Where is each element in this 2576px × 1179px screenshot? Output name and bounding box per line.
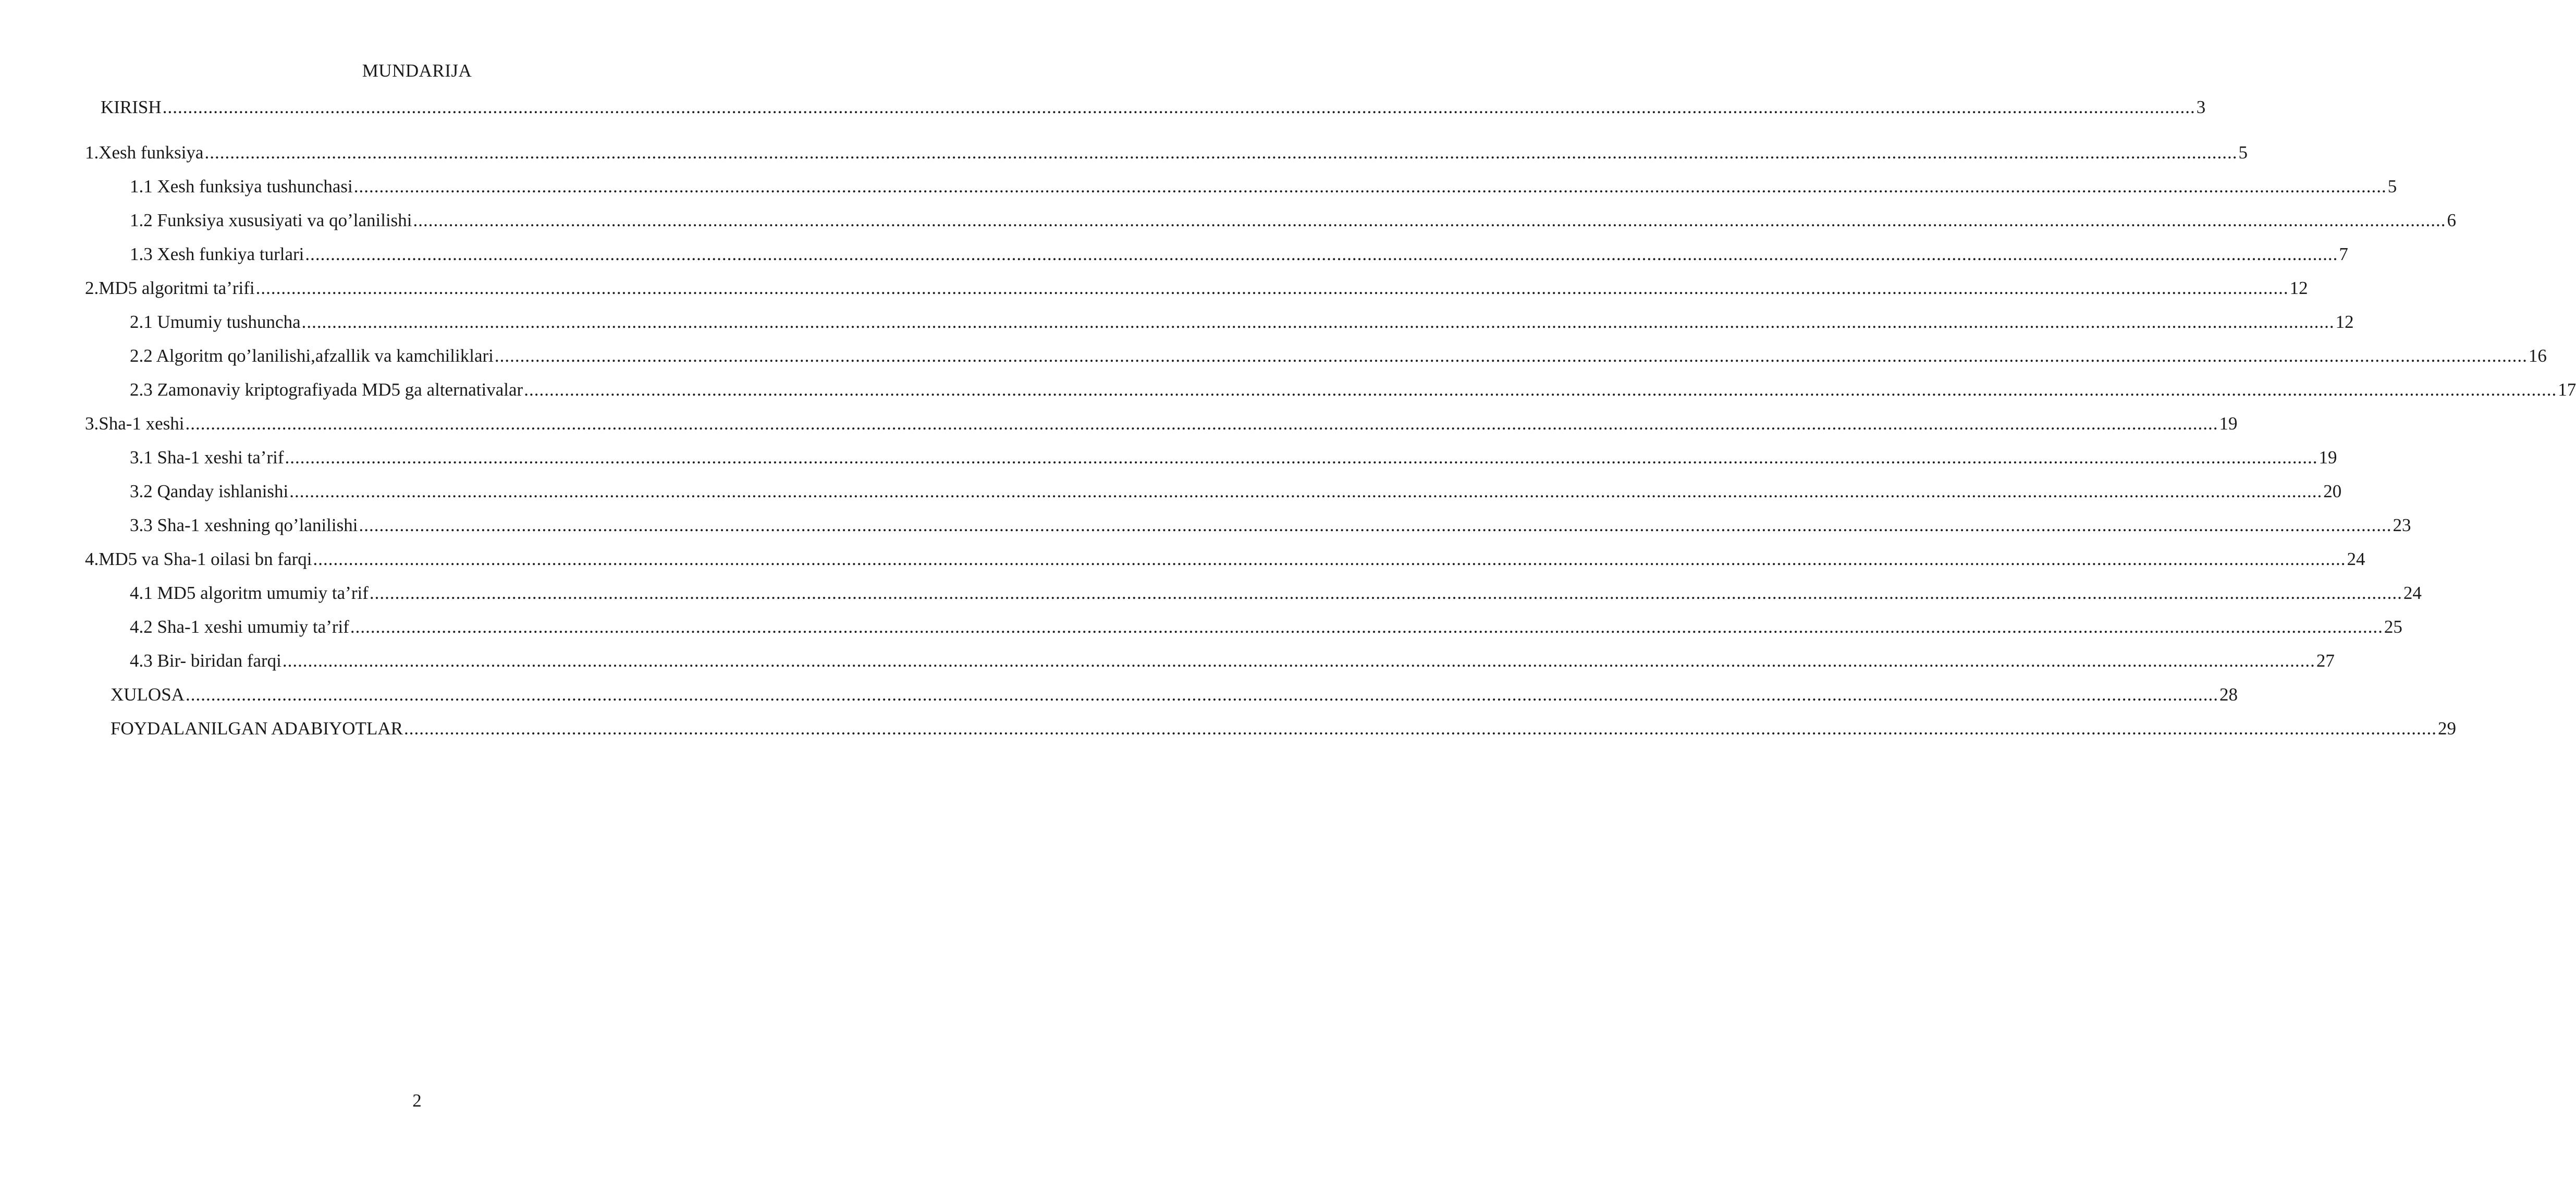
toc-leader-dots: ................................................................................................................................................................................................................................................................................................................................................................................................................	[282, 650, 2315, 671]
toc-entry-label: MD5 algoritmi ta’rifi	[99, 278, 255, 298]
toc-entry-page: 28	[2219, 684, 2238, 705]
toc-entry-3-1	[130, 446, 2337, 469]
toc-entry-page: 29	[2437, 718, 2456, 739]
toc-entry-page: 24	[2347, 549, 2365, 569]
toc-entry-page: 12	[2289, 278, 2308, 298]
toc-entry-section-3	[85, 412, 2238, 435]
toc-entry-label: FOYDALANILGAN ADABIYOTLAR	[111, 718, 403, 739]
toc-entry-label: 3.2 Qanday ishlanishi	[130, 481, 289, 501]
toc-entry-label: KIRISH	[101, 97, 162, 117]
toc-entry-label: XULOSA	[111, 684, 185, 705]
toc-leader-dots: ................................................................................................................................................................................................................................................................................................................................................................................................................	[185, 413, 2218, 434]
toc-entry-3-2	[130, 480, 2342, 503]
toc-entry-page: 5	[2238, 142, 2248, 163]
toc-entry-label: MD5 va Sha-1 oilasi bn farqi	[99, 549, 312, 569]
toc-entry-number: 2.	[85, 278, 99, 298]
toc-leader-dots: ................................................................................................................................................................................................................................................................................................................................................................................................................	[359, 515, 2392, 535]
toc-entry-section-4	[85, 548, 2365, 571]
toc-leader-dots: ................................................................................................................................................................................................................................................................................................................................................................................................................	[185, 684, 2218, 705]
toc-entry-section-2	[85, 277, 2308, 300]
toc-entry-2-2	[130, 345, 2547, 367]
toc-leader-dots: ................................................................................................................................................................................................................................................................................................................................................................................................................	[369, 583, 2402, 603]
toc-entry-4-1	[130, 582, 2422, 605]
toc-entry-page: 6	[2447, 210, 2457, 230]
toc-leader-dots: ................................................................................................................................................................................................................................................................................................................................................................................................................	[204, 142, 2238, 163]
toc-entry-label: 1.2 Funksiya xususiyati va qo’lanilishi	[130, 210, 412, 230]
toc-entry-xulosa	[111, 683, 2238, 706]
toc-entry-label: Xesh funksiya	[99, 142, 204, 163]
toc-entry-label: 2.3 Zamonaviy kriptografiyada MD5 ga alternativalar	[130, 379, 523, 400]
toc-entry-4-3	[130, 649, 2335, 672]
toc-entry-page: 27	[2316, 650, 2335, 671]
toc-entry-page: 23	[2393, 515, 2411, 535]
toc-entry-2-1	[130, 311, 2354, 334]
toc-entry-label: 4.2 Sha-1 xeshi umumiy ta’rif	[130, 617, 349, 637]
toc-entry-page: 16	[2528, 346, 2547, 366]
toc-leader-dots: ................................................................................................................................................................................................................................................................................................................................................................................................................	[301, 312, 2335, 332]
toc-entry-label: 4.3 Bir- biridan farqi	[130, 650, 281, 671]
toc-entry-label: Sha-1 xeshi	[99, 413, 185, 434]
toc-entry-label: 2.2 Algoritm qo’lanilishi,afzallik va kamchiliklari	[130, 346, 494, 366]
toc-entry-number: 3.	[85, 413, 99, 434]
toc-entry-page: 25	[2384, 617, 2402, 637]
toc-entry-1-1	[130, 175, 2397, 198]
toc-entry-4-2	[130, 616, 2402, 638]
toc-leader-dots: ................................................................................................................................................................................................................................................................................................................................................................................................................	[289, 481, 2323, 501]
toc-entry-label: 1.1 Xesh funksiya tushunchasi	[130, 176, 353, 197]
toc-entry-adabiyotlar	[111, 717, 2456, 740]
toc-entry-1-2	[130, 209, 2457, 232]
toc-entry-2-3	[130, 378, 2576, 401]
page-number: 2	[412, 1090, 422, 1111]
toc-entry-3-3	[130, 514, 2411, 537]
toc-entry-label: 2.1 Umumiy tushuncha	[130, 312, 301, 332]
toc-leader-dots: ................................................................................................................................................................................................................................................................................................................................................................................................................	[162, 97, 2195, 117]
toc-entry-page: 19	[2319, 447, 2337, 468]
toc-entry-label: 1.3 Xesh funkiya turlari	[130, 244, 304, 264]
toc-entry-page: 5	[2387, 176, 2397, 197]
toc-leader-dots: ................................................................................................................................................................................................................................................................................................................................................................................................................	[413, 210, 2446, 230]
toc-entry-number: 1.	[85, 142, 99, 163]
toc-leader-dots: ................................................................................................................................................................................................................................................................................................................................................................................................................	[403, 718, 2437, 739]
toc-title: MUNDARIJA	[362, 60, 472, 81]
toc-leader-dots: ................................................................................................................................................................................................................................................................................................................................................................................................................	[353, 176, 2387, 197]
toc-leader-dots: ................................................................................................................................................................................................................................................................................................................................................................................................................	[313, 549, 2346, 569]
toc-leader-dots: ................................................................................................................................................................................................................................................................................................................................................................................................................	[285, 447, 2318, 468]
toc-leader-dots: ................................................................................................................................................................................................................................................................................................................................................................................................................	[350, 617, 2383, 637]
toc-entry-page: 17	[2558, 379, 2576, 400]
toc-entry-page: 12	[2335, 312, 2354, 332]
toc-entry-page: 24	[2403, 583, 2422, 603]
toc-leader-dots: ................................................................................................................................................................................................................................................................................................................................................................................................................	[524, 379, 2557, 400]
toc-entry-page: 20	[2323, 481, 2342, 501]
toc-leader-dots: ................................................................................................................................................................................................................................................................................................................................................................................................................	[305, 244, 2338, 264]
toc-entry-label: 3.1 Sha-1 xeshi ta’rif	[130, 447, 284, 468]
toc-leader-dots: ................................................................................................................................................................................................................................................................................................................................................................................................................	[255, 278, 2289, 298]
toc-leader-dots: ................................................................................................................................................................................................................................................................................................................................................................................................................	[494, 346, 2528, 366]
toc-entry-number: 4.	[85, 549, 99, 569]
toc-entry-label: 3.3 Sha-1 xeshning qo’lanilishi	[130, 515, 358, 535]
toc-entry-page: 19	[2219, 413, 2238, 434]
toc-entry-label: 4.1 MD5 algoritm umumiy ta’rif	[130, 583, 369, 603]
toc-entry-1-3	[130, 243, 2348, 266]
toc-entry-page: 3	[2196, 97, 2206, 117]
toc-entry-page: 7	[2339, 244, 2348, 264]
toc-entry-kirish	[101, 96, 2206, 119]
toc-entry-section-1	[85, 141, 2248, 164]
